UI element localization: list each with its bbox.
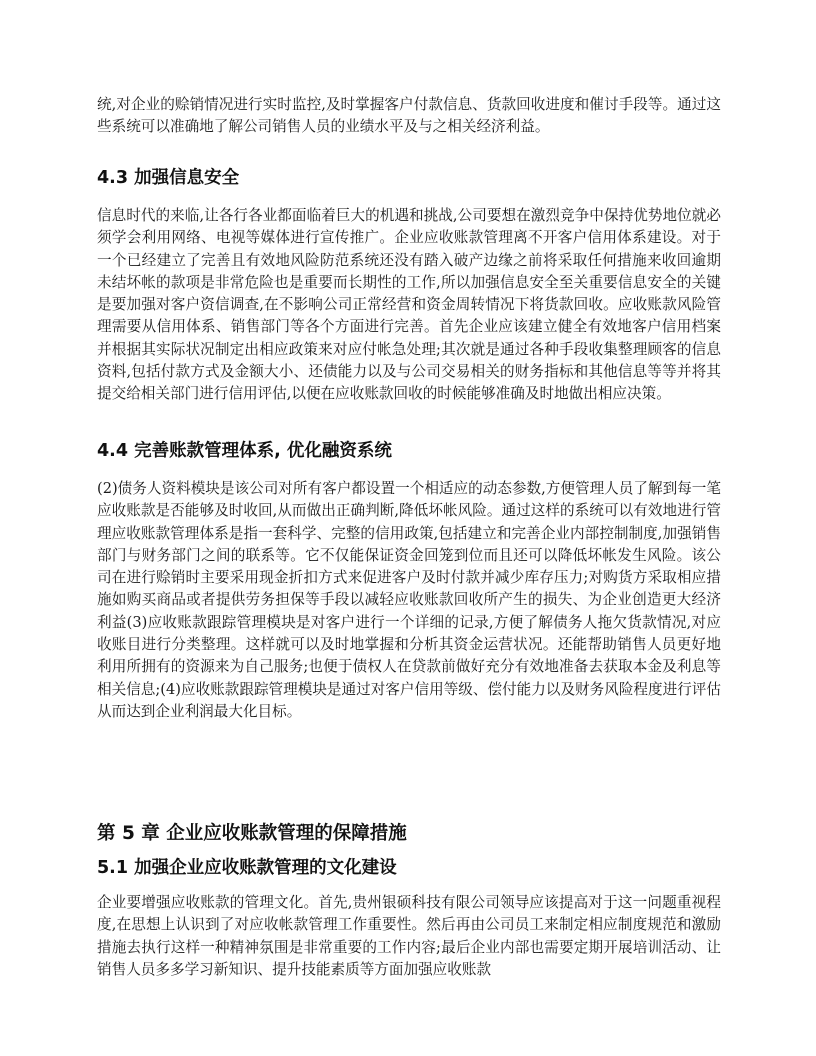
section-5-1-body: 企业要增强应收账款的管理文化。首先,贵州银硕科技有限公司领导应该提高对于这一问题重视程度,在思想上认识到了对应收帐款管理工作重要性。然后再由公司员工来制定相应制度规范和激励措施去执行这样一种精神氛围是非常重要的工作内容;最后企业内部也需要定期开展培训活动、让销售人员多多学习新知识、提升技能素质等方面加强应收账款 (97, 894, 721, 978)
section-4-3-body: 信息时代的来临,让各行各业都面临着巨大的机遇和挑战,公司要想在激烈竞争中保持优势地位就必须学会利用网络、电视等媒体进行宣传推广。企业应收账款管理离不开客户信用体系建设。对于一个已经建立了完善且有效地风险防范系统还没有踏入破产边缘之前将采取任何措施来收回逾期未结坏帐的款项是非常危险也是重要而长期性的工作,所以加强信息安全至关重要信息安全的关键是要加强对客户资信调查,在不影响公司正常经营和资金周转情况下将货款回收。应收账款风险管理需要从信用体系、销售部门等各个方面进行完善。首先企业应该建立健全有效地客户信用档案并根据其实际状况制定出相应政策来对应付帐急处理;其次就是通过各种手段收集整理顾客的信息资料,包括付款方式及金额大小、还债能力以及与公司交易相关的财务指标和其他信息等等并将其提交给相关部门进行信用评估,以便在应收账款回收的时候能够准确及时地做出相应决策。 (97, 207, 721, 403)
section-heading-4-3: 4.3 加强信息安全 (97, 168, 240, 188)
paragraph-continued: 统,对企业的赊销情况进行实时监控,及时掌握客户付款信息、货款回收进度和催讨手段等。通过这些系统可以准确地了解公司销售人员的业绩水平及与之相关经济利益。 (97, 96, 721, 136)
chapter-heading-5: 第 5 章 企业应收账款管理的保障措施 (97, 823, 407, 844)
section-heading-4-4: 4.4 完善账款管理体系, 优化融资系统 (97, 441, 392, 461)
section-4-4-body: (2)债务人资料模块是该公司对所有客户都设置一个相适应的动态参数,方便管理人员了解到每一笔应收账款是否能够及时收回,从而做出正确判断,降低坏帐风险。通过这样的系统可以有效地进行管理应收账款管理体系是指一套科学、完整的信用政策,包括建立和完善企业内部控制制度,加强销售部门与财务部门之间的联系等。它不仅能保证资金回笼到位而且还可以降低坏帐发生风险。该公司在进行赊销时主要采用现金折扣方式来促进客户及时付款并减少库存压力;对购货方采取相应措施如购买商品或者提供劳务担保等手段以减轻应收账款回收所产生的损失、为企业创造更大经济利益(3)应收账款跟踪管理模块是对客户进行一个详细的记录,方便了解债务人拖欠货款情况,对应收账目进行分类整理。这样就可以及时地掌握和分析其资金运营状况。还能帮助销售人员更好地利用所拥有的资源来为自己服务;也便于债权人在贷款前做好充分有效地准备去获取本金及利息等相关信息;(4)应收账款跟踪管理模块是通过对客户信用等级、偿付能力以及财务风险程度进行评估从而达到企业利润最大化目标。 (97, 480, 721, 720)
section-heading-5-1: 5.1 加强企业应收账款管理的文化建设 (97, 858, 397, 878)
